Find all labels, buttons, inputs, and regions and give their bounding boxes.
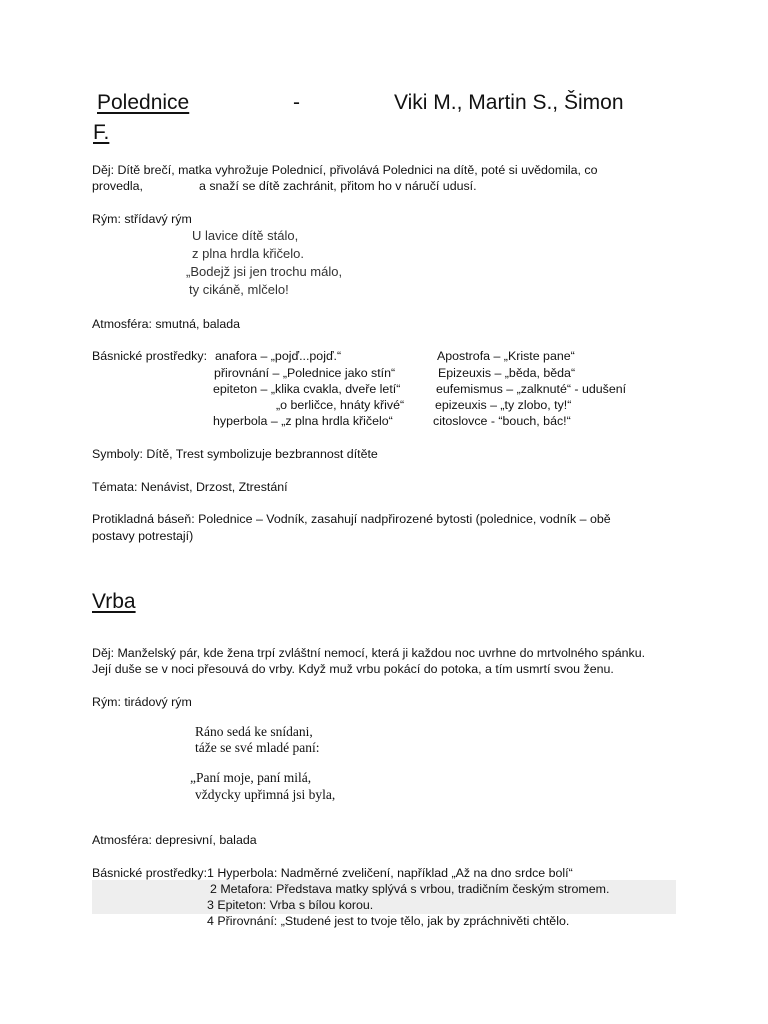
poem-title-polednice: Polednice xyxy=(97,91,190,114)
vrba-verse-line: táže se své mladé paní: xyxy=(195,740,320,755)
vrba-dej-line-1: Děj: Manželský pár, kde žena trpí zvláštní nemocí, která ji každou noc uvrhne do mrtvolného spánku. xyxy=(92,646,646,660)
authors-line-2: F. xyxy=(93,121,110,144)
vrba-dej-line-2: Její duše se v noci přesouvá do vrby. Když muž vrbu pokácí do potoka, a tím usmrtí svou ženu. xyxy=(92,662,614,676)
vrba-rym-label: Rým: tirádový rým xyxy=(92,695,192,709)
device-item: eufemismus – „zalknuté“ - udušení xyxy=(436,382,627,396)
polednice-rym-label: Rým: střídavý rým xyxy=(92,212,192,226)
device-item: hyperbola – „z plna hrdla křičelo“ xyxy=(213,414,393,428)
vrba-verse-line: vždycky upřimná jsi byla, xyxy=(195,787,336,802)
polednice-symboly: Symboly: Dítě, Trest symbolizuje bezbrannost dítěte xyxy=(92,447,378,461)
polednice-dej-line-1: Děj: Dítě brečí, matka vyhrožuje Polednicí, přivolává Polednici na dítě, poté si uvědomila, co xyxy=(92,163,598,177)
title-dash: - xyxy=(293,91,300,114)
vrba-verse-line: „Paní moje, paní milá, xyxy=(190,770,312,785)
vrba-prostredky-line-1: Básnické prostředky:1 Hyperbola: Nadměrné zveličení, například „Až na dno srdce bolí“ xyxy=(92,866,573,880)
polednice-protiklad-line-2: postavy potrestají) xyxy=(92,529,194,543)
polednice-verse-line: U lavice dítě stálo, xyxy=(192,228,299,243)
poem-title-vrba: Vrba xyxy=(92,590,136,613)
device-item: citoslovce - “bouch, bác!“ xyxy=(433,414,571,428)
device-item: anafora – „pojď...pojď.“ xyxy=(215,349,342,363)
polednice-dej-line-2a: provedla, xyxy=(92,179,143,193)
polednice-temata: Témata: Nenávist, Drzost, Ztrestání xyxy=(92,480,288,494)
device-item: epiteton – „klika cvakla, dveře letí“ xyxy=(213,382,401,396)
device-item: přirovnání – „Polednice jako stín“ xyxy=(214,366,396,380)
polednice-verse-line: z plna hrdla křičelo. xyxy=(192,246,304,261)
vrba-device-item: 4 Přirovnání: „Studené jest to tvoje tělo, jak by zpráchnivěti chtělo. xyxy=(207,914,570,928)
vrba-atmosfera: Atmosféra: depresivní, balada xyxy=(92,833,257,847)
polednice-verse-line: ty cikáně, mlčelo! xyxy=(189,282,289,297)
device-item: „o berličce, hnáty křivé“ xyxy=(276,398,405,412)
vrba-verse-line: Ráno sedá ke snídani, xyxy=(195,724,313,739)
vrba-device-item: 2 Metafora: Představa matky splývá s vrbou, tradičním českým stromem. xyxy=(210,882,610,896)
polednice-dej-line-2b: a snaží se dítě zachránit, přitom ho v náručí udusí. xyxy=(199,179,477,193)
device-item: Epizeuxis – „běda, běda“ xyxy=(438,366,576,380)
polednice-prostredky-label: Básnické prostředky: xyxy=(92,349,208,363)
device-item: epizeuxis – „ty zlobo, ty!“ xyxy=(435,398,572,412)
polednice-verse-line: „Bodejž jsi jen trochu málo, xyxy=(186,264,343,279)
polednice-protiklad-line-1: Protikladná báseň: Polednice – Vodník, zasahují nadpřirozené bytosti (polednice, vodník – obě xyxy=(92,512,611,526)
vrba-device-item: 3 Epiteton: Vrba s bílou korou. xyxy=(207,898,374,912)
document-title-line xyxy=(93,90,658,116)
polednice-atmosfera: Atmosféra: smutná, balada xyxy=(92,317,241,331)
device-item: Apostrofa – „Kriste pane“ xyxy=(437,349,575,363)
authors-line-1: Viki M., Martin S., Šimon xyxy=(394,91,624,114)
